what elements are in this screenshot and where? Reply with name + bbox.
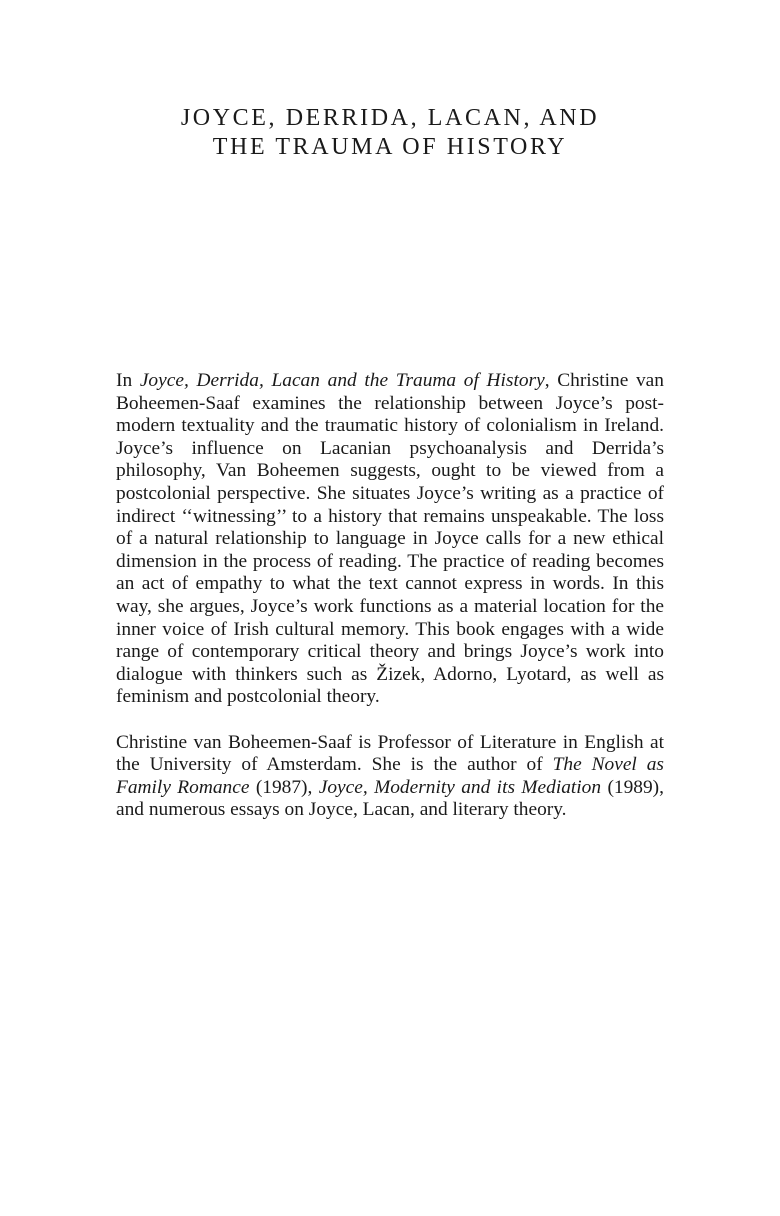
bio-year-1: (1987), [249,776,319,798]
bio-closing: (1989), and numerous essays on Joyce, Lacan, and literary theory. [116,776,664,821]
title-line-2: THE TRAUMA OF HISTORY [212,134,568,160]
blurb-book-title: Joyce, Derrida, Lacan and the Trauma of History [139,370,545,391]
bio-book-1: The Novel as Family Romance [116,754,664,798]
blurb-text: , Christine van Boheemen-Saaf examines the relationship between Joyce’s postmodern textuality and the traumatic history of colonialism in Ireland. Joyce’s influence on Lacanian psychoanalysis and Derrida’s philosophy, Van Boheemen suggests, ought to be viewed from a postcolonial perspective. She situates Joyce’s writing as a practice of indirect ‘‘witnessing’’ to a history that remains unspeakable. The loss of a natural relationship to language in Joyce calls for a new ethical dimension in the process of reading. The practice of reading becomes an act of empathy to what the text cannot express in words. In this way, she argues, Joyce’s work functions as a material location for the inner voice of Irish cultural memory. This book engages with a wide range of contemporary critical theory and brings Joyce’s work into dialogue with thinkers such as Žizek, Adorno, Lyotard, as well as feminism and postcolonial theory. [116,370,664,708]
blurb-paragraph [116,370,664,709]
book-title [0,104,780,162]
author-bio-paragraph [116,732,664,822]
bio-book-2: Joyce, Modernity and its Mediation [318,776,602,798]
blurb-lead: In [116,370,140,391]
blurb-section [116,370,664,822]
bio-intro: Christine van Boheemen-Saaf is Professor of Literature in English at the University of Amsterdam. She is the author of [116,731,664,776]
title-line-1: JOYCE, DERRIDA, LACAN, AND [180,105,600,131]
